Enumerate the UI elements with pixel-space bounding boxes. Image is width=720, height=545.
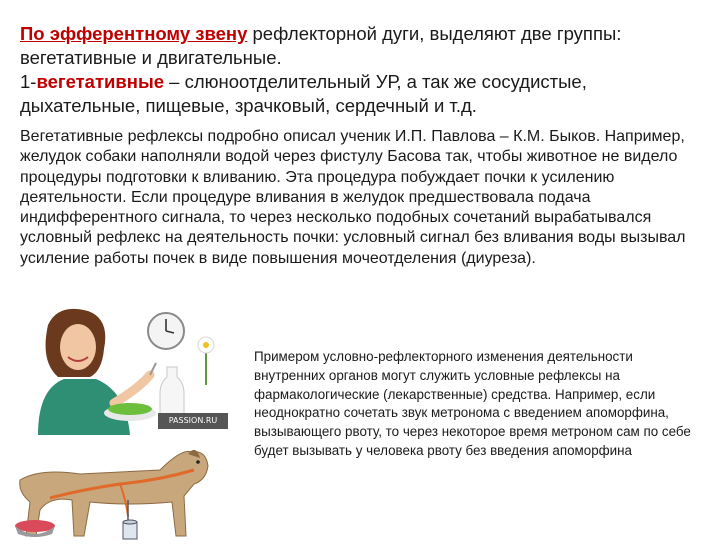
vegetative-keyword: вегетативные — [36, 71, 165, 92]
photo-watermark: PASSION.RU — [158, 413, 228, 429]
intro-line1: рефлекторной дуги, выделяют две группы: — [247, 23, 622, 44]
efferent-link-heading: По эфферентному звену — [20, 23, 248, 44]
woman-eating-photo — [18, 305, 233, 435]
bykov-paragraph: Вегетативные рефлексы подробно описал ученик И.П. Павлова – К.М. Быков. Например, желудок собаки наполняли водой через фистулу Басова так, чтобы животное не видело процедуры подготовки к вливанию. Эта процедура побуждает почки к усилению деятельности. Если процедуре вливания в желудок предшествовала подача индифферентного сигнала, то через несколько подобных сочетаний вырабатывался условный рефлекс на деятельность почки: условный сигнал без вливания воды вызывал усиление работы почек в виде повышения мочеотделения (диуреза). — [20, 128, 686, 267]
item-description: – слюноотделительный УР, а так же сосудистые, дыхательные, пищевые, зрачковый, сердечный и т.д. — [20, 71, 587, 116]
apomorphine-paragraph: Примером условно-рефлекторного изменения деятельности внутренних органов могут служить условные рефлексы на фармакологические (лекарственные) средства. Например, если неоднократно сочетать звук метронома с введением апоморфина, вызывающего рвоту, то через некоторое время метроном сам по себе будет вызывать у человека рвоту без введения апоморфина — [254, 349, 691, 458]
clock-icon — [146, 311, 186, 351]
collection-vessel-icon — [120, 518, 140, 540]
food-bowl-icon — [12, 518, 58, 538]
intro-line2: вегетативные и двигательные. — [20, 47, 282, 68]
milk-bottle-icon — [158, 365, 186, 419]
dog-fistula-diagram — [10, 440, 230, 540]
item-number: 1- — [20, 71, 37, 92]
intro-block — [20, 22, 710, 118]
flower-icon — [194, 335, 218, 385]
